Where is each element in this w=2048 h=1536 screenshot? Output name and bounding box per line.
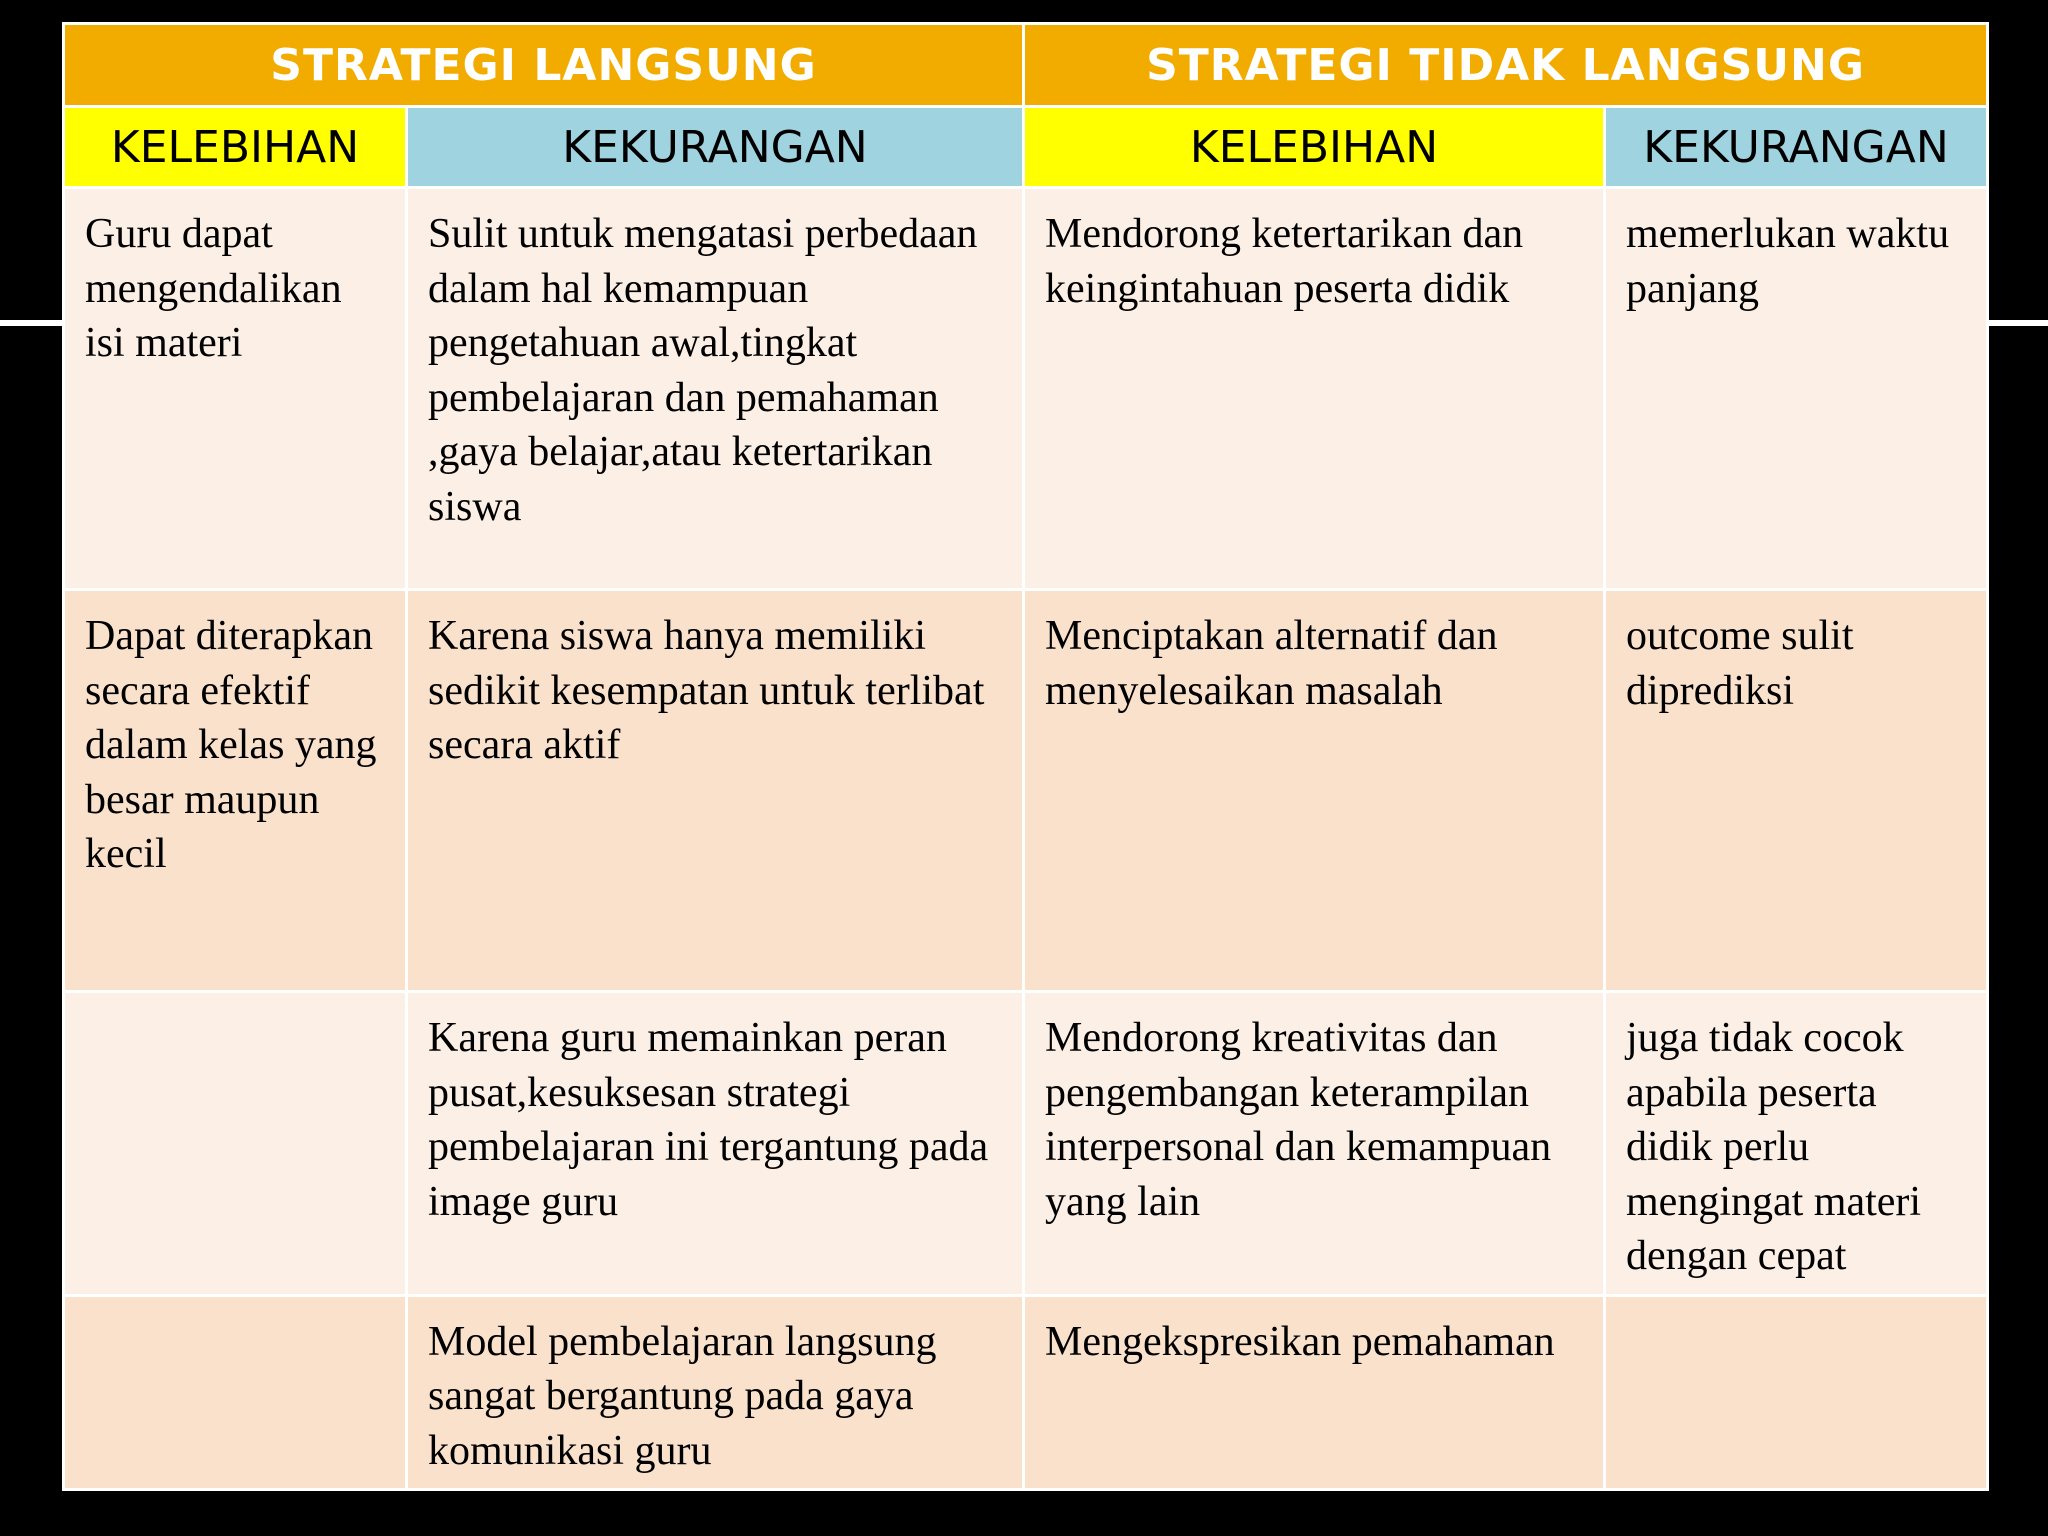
table-row [64, 1295, 1988, 1490]
header-kekurangan-tidak-langsung: KEKURANGAN [1605, 107, 1988, 188]
table-cell: Model pembelajaran langsung sangat bergantung pada gaya komunikasi guru [407, 1295, 1024, 1490]
table-cell: Dapat diterapkan secara efektif dalam kelas yang besar maupun kecil [64, 590, 407, 992]
table-cell: Karena guru memainkan peran pusat,kesuksesan strategi pembelajaran ini tergantung pada image guru [407, 992, 1024, 1296]
header-kelebihan-langsung: KELEBIHAN [64, 107, 407, 188]
table-cell: Karena siswa hanya memiliki sedikit kesempatan untuk terlibat secara aktif [407, 590, 1024, 992]
table-cell: Guru dapat mengendalikan isi materi [64, 188, 407, 590]
table-cell: outcome sulit diprediksi [1605, 590, 1988, 992]
header-kelebihan-tidak-langsung: KELEBIHAN [1024, 107, 1605, 188]
accent-line-left [0, 320, 66, 326]
table-cell: Sulit untuk mengatasi perbedaan dalam hal kemampuan pengetahuan awal,tingkat pembelajaran dan pemahaman ,gaya belajar,atau ketertarikan siswa [407, 188, 1024, 590]
table-cell: Mengekspresikan pemahaman [1024, 1295, 1605, 1490]
table-cell: Mendorong kreativitas dan pengembangan keterampilan interpersonal dan kemampuan yang lain [1024, 992, 1605, 1296]
table-cell [64, 1295, 407, 1490]
header-strategi-tidak-langsung: STRATEGI TIDAK LANGSUNG [1024, 24, 1988, 107]
table-cell [1605, 1295, 1988, 1490]
table-cell: juga tidak cocok apabila peserta didik perlu mengingat materi dengan cepat [1605, 992, 1988, 1296]
table-cell: memerlukan waktu panjang [1605, 188, 1988, 590]
group-header-row [64, 24, 1988, 107]
sub-header-row [64, 107, 1988, 188]
table-row [64, 992, 1988, 1296]
table-cell: Menciptakan alternatif dan menyelesaikan masalah [1024, 590, 1605, 992]
header-kekurangan-langsung: KEKURANGAN [407, 107, 1024, 188]
table-row [64, 188, 1988, 590]
table-cell: Mendorong ketertarikan dan keingintahuan peserta didik [1024, 188, 1605, 590]
table-cell [64, 992, 407, 1296]
table-row [64, 590, 1988, 992]
comparison-table [62, 22, 1989, 1491]
accent-line-right [1983, 320, 2048, 326]
header-strategi-langsung: STRATEGI LANGSUNG [64, 24, 1024, 107]
